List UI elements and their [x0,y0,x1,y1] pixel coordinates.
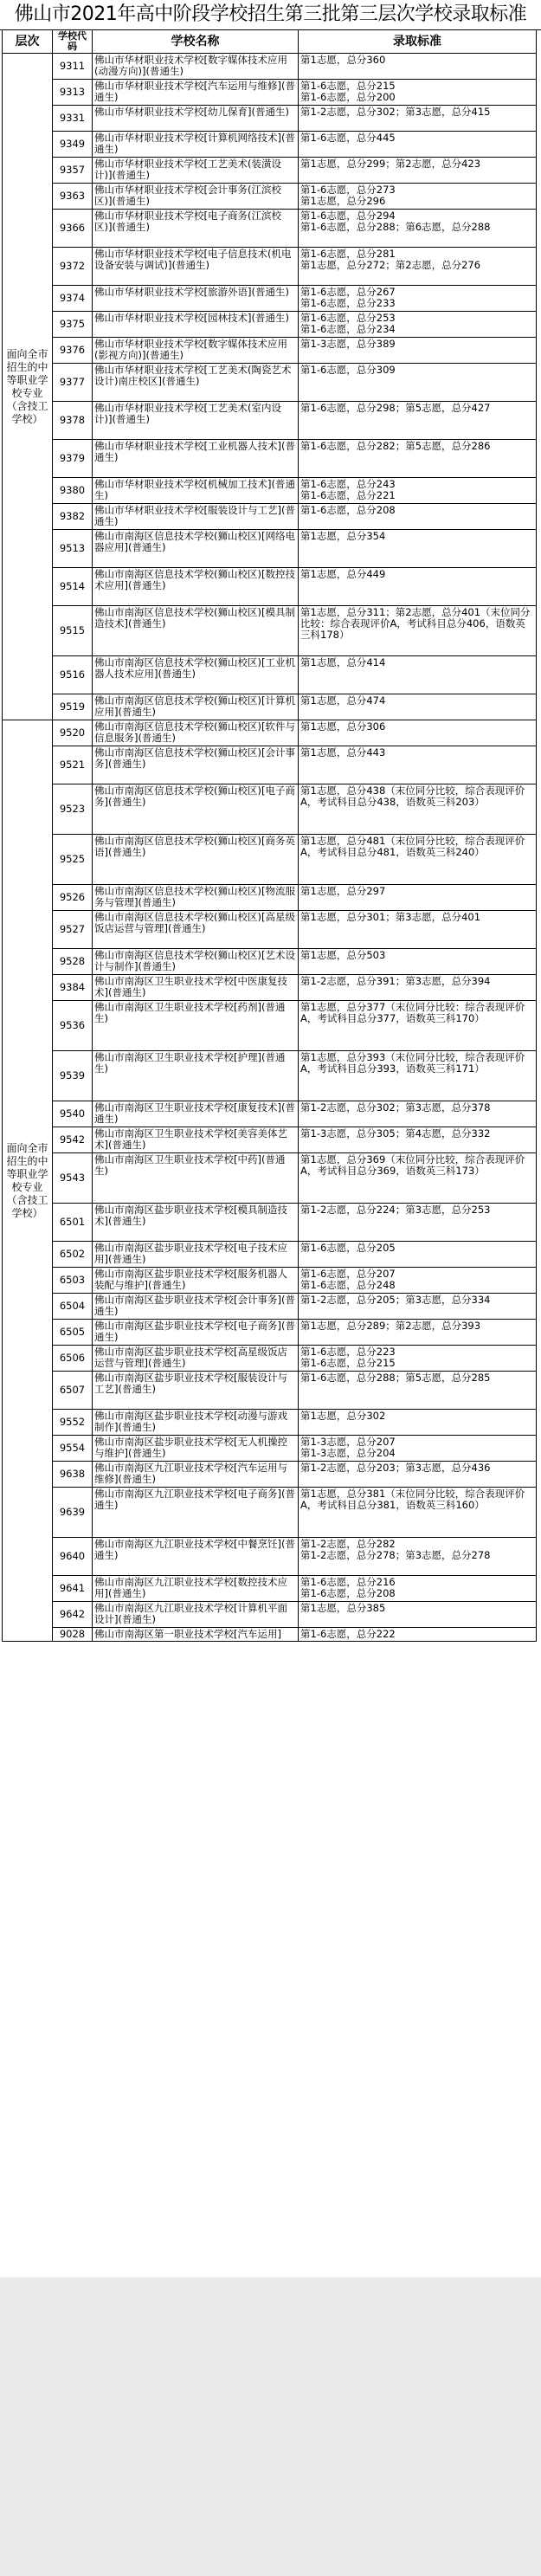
school-name-cell: 佛山市南海区卫生职业技术学校[中医康复技术](普通生) [93,975,299,1001]
table-row [3,54,537,80]
school-name-cell: 佛山市华材职业技术学校[会计事务(江滨校区)](普通生) [93,184,299,210]
school-name-cell: 佛山市华材职业技术学校[服装设计与工艺](普通生) [93,504,299,530]
table-row [3,106,537,132]
school-code-cell: 9523 [53,784,93,835]
school-name-cell: 佛山市南海区信息技术学校(狮山校区)[数控技术应用](普通生) [93,568,299,606]
table-header-row [3,30,537,54]
school-name-cell: 佛山市南海区信息技术学校(狮山校区)[物流服务与管理](普通生) [93,885,299,911]
school-code-cell: 9515 [53,606,93,656]
admission-standard-cell: 第1-6志愿，总分223 第1-6志愿，总分215 [299,1346,537,1372]
admission-standard-cell: 第1-2志愿，总分224；第3志愿，总分253 [299,1204,537,1242]
school-name-cell: 佛山市南海区盐步职业技术学校[服务机器人装配与维护](普通生) [93,1268,299,1294]
table-row [3,746,537,784]
admission-standard-cell: 第1-2志愿，总分302；第3志愿，总分378 [299,1101,537,1127]
school-name-cell: 佛山市南海区盐步职业技术学校[无人机操控与维护](普通生) [93,1436,299,1462]
table-row [3,1346,537,1372]
school-code-cell: 6502 [53,1242,93,1268]
table-row [3,1242,537,1268]
admission-standard-cell: 第1-6志愿，总分309 [299,364,537,402]
school-code-cell: 9384 [53,975,93,1001]
table-row [3,158,537,184]
table-row [3,1538,537,1576]
school-name-cell: 佛山市华材职业技术学校[园林技术](普通生) [93,312,299,338]
table-row [3,184,537,210]
admission-standard-cell: 第1-6志愿，总分215 第1-6志愿，总分200 [299,80,537,106]
admission-standard-cell: 第1-3志愿，总分305；第4志愿，总分332 [299,1127,537,1153]
table-row [3,694,537,720]
admission-standard-cell: 第1-6志愿，总分294 第1-6志愿，总分288；第6志愿，总分288 [299,210,537,248]
school-code-cell: 9313 [53,80,93,106]
table-row [3,312,537,338]
school-name-cell: 佛山市南海区信息技术学校(狮山校区)[电子商务](普通生) [93,784,299,835]
admission-standard-cell: 第1志愿，总分301；第3志愿，总分401 [299,911,537,949]
school-name-cell: 佛山市南海区盐步职业技术学校[高星级饭店运营与管理](普通生) [93,1346,299,1372]
school-name-cell: 佛山市华材职业技术学校[工业机器人技术](普通生) [93,440,299,478]
school-code-cell: 9525 [53,835,93,885]
table-row [3,364,537,402]
admission-standard-cell: 第1志愿，总分354 [299,530,537,568]
school-code-cell: 9374 [53,286,93,312]
admission-standard-cell: 第1-6志愿，总分273 第1志愿，总分296 [299,184,537,210]
table-row [3,1294,537,1320]
table-row [3,1127,537,1153]
school-code-cell: 9372 [53,248,93,286]
school-code-cell: 6503 [53,1268,93,1294]
school-name-cell: 佛山市华材职业技术学校[电子商务(江滨校区)](普通生) [93,210,299,248]
table-row [3,1051,537,1101]
school-name-cell: 佛山市南海区信息技术学校(狮山校区)[商务英语](普通生) [93,835,299,885]
school-name-cell: 佛山市华材职业技术学校[工艺美术(陶瓷艺术设计)南庄校区](普通生) [93,364,299,402]
admission-standard-cell: 第1-6志愿，总分288；第5志愿，总分285 [299,1372,537,1410]
table-row [3,975,537,1001]
school-code-cell: 9331 [53,106,93,132]
admission-standard-cell: 第1志愿，总分385 [299,1602,537,1628]
table-row [3,1462,537,1488]
table-row [3,656,537,694]
table-row [3,478,537,504]
school-code-cell: 9543 [53,1153,93,1204]
admission-standard-cell: 第1-2志愿，总分391；第3志愿，总分394 [299,975,537,1001]
school-code-cell: 9527 [53,911,93,949]
school-code-cell: 9375 [53,312,93,338]
school-name-cell: 佛山市南海区盐步职业技术学校[模具制造技术](普通生) [93,1204,299,1242]
table-row [3,1204,537,1242]
table-row [3,784,537,835]
school-name-cell: 佛山市华材职业技术学校[数字媒体技术应用(动漫方向)](普通生) [93,54,299,80]
admission-standard-cell: 第1志愿，总分360 [299,54,537,80]
school-code-cell: 9357 [53,158,93,184]
school-name-cell: 佛山市南海区盐步职业技术学校[电子商务](普通生) [93,1320,299,1346]
table-row [3,248,537,286]
school-code-cell: 9378 [53,402,93,440]
school-name-cell: 佛山市华材职业技术学校[工艺美术(室内设计)](普通生) [93,402,299,440]
level-cell: 面向全市招生的中等职业学校专业（含技工学校） [3,720,53,1642]
school-name-cell: 佛山市南海区信息技术学校(狮山校区)[计算机应用](普通生) [93,694,299,720]
school-name-cell: 佛山市南海区盐步职业技术学校[动漫与游戏制作](普通生) [93,1410,299,1436]
admission-standard-cell: 第1-3志愿，总分207 第1-3志愿，总分204 [299,1436,537,1462]
table-row [3,911,537,949]
school-code-cell: 9514 [53,568,93,606]
school-code-cell: 9638 [53,1462,93,1488]
admission-standard-cell: 第1-6志愿，总分267 第1-6志愿，总分233 [299,286,537,312]
school-code-cell: 9536 [53,1001,93,1051]
admission-standard-cell: 第1-6志愿，总分243 第1-6志愿，总分221 [299,478,537,504]
header-code: 学校代码 [53,30,93,54]
school-name-cell: 佛山市南海区信息技术学校(狮山校区)[高星级饭店运营与管理](普通生) [93,911,299,949]
school-code-cell: 9521 [53,746,93,784]
school-name-cell: 佛山市南海区九江职业技术学校[数控技术应用](普通生) [93,1576,299,1602]
school-name-cell: 佛山市华材职业技术学校[机械加工技术](普通生) [93,478,299,504]
table-row [3,1488,537,1538]
school-code-cell: 9363 [53,184,93,210]
table-row [3,885,537,911]
school-name-cell: 佛山市南海区卫生职业技术学校[药剂](普通生) [93,1001,299,1051]
admission-standard-cell: 第1-6志愿，总分222 [299,1628,537,1642]
school-name-cell: 佛山市南海区盐步职业技术学校[电子技术应用](普通生) [93,1242,299,1268]
school-code-cell: 9382 [53,504,93,530]
school-name-cell: 佛山市华材职业技术学校[电子信息技术(机电设备安装与调试)](普通生) [93,248,299,286]
school-name-cell: 佛山市华材职业技术学校[旅游外语](普通生) [93,286,299,312]
admission-standard-cell: 第1志愿，总分299；第2志愿，总分423 [299,158,537,184]
admission-standard-cell: 第1志愿，总分381（末位同分比较，综合表现评价A，考试科目总分381，语数英三科160） [299,1488,537,1538]
school-code-cell: 9349 [53,132,93,158]
header-level: 层次 [3,30,53,54]
school-code-cell: 6501 [53,1204,93,1242]
admission-standard-cell: 第1-3志愿，总分389 [299,338,537,364]
school-name-cell: 佛山市华材职业技术学校[工艺美术(装潢设计)](普通生) [93,158,299,184]
school-name-cell: 佛山市华材职业技术学校[幼儿保育](普通生) [93,106,299,132]
school-code-cell: 6506 [53,1346,93,1372]
admission-standard-cell: 第1志愿，总分481（末位同分比较，综合表现评价A，考试科目总分481，语数英三科240） [299,835,537,885]
admission-standard-cell: 第1-2志愿，总分282 第1-2志愿，总分278；第3志愿，总分278 [299,1538,537,1576]
school-name-cell: 佛山市南海区卫生职业技术学校[美容美体艺术](普通生) [93,1127,299,1153]
level-cell: 面向全市招生的中等职业学校专业（含技工学校） [3,54,53,720]
admission-standard-cell: 第1-6志愿，总分298；第5志愿，总分427 [299,402,537,440]
school-name-cell: 佛山市华材职业技术学校[计算机网络技术](普通生) [93,132,299,158]
school-code-cell: 9640 [53,1538,93,1576]
school-code-cell: 9526 [53,885,93,911]
table-row [3,504,537,530]
admission-standard-cell: 第1-6志愿，总分281 第1志愿，总分272；第2志愿，总分276 [299,248,537,286]
table-row [3,606,537,656]
table-row [3,1628,537,1642]
table-row [3,132,537,158]
admission-standard-cell: 第1-6志愿，总分282；第5志愿，总分286 [299,440,537,478]
admission-standard-cell: 第1-6志愿，总分208 [299,504,537,530]
table-row [3,530,537,568]
school-code-cell: 9519 [53,694,93,720]
table-row [3,1320,537,1346]
school-code-cell: 9513 [53,530,93,568]
table-row [3,210,537,248]
admission-table [2,29,537,1642]
admission-standard-cell: 第1志愿，总分369（末位同分比较，综合表现评价A，考试科目总分369，语数英三科173） [299,1153,537,1204]
admission-standard-cell: 第1志愿，总分297 [299,885,537,911]
admission-standard-cell: 第1志愿，总分474 [299,694,537,720]
school-name-cell: 佛山市南海区九江职业技术学校[计算机平面设计](普通生) [93,1602,299,1628]
school-code-cell: 9379 [53,440,93,478]
header-name: 学校名称 [93,30,299,54]
admission-standard-cell: 第1-6志愿，总分216 第1-6志愿，总分208 [299,1576,537,1602]
school-code-cell: 9639 [53,1488,93,1538]
admission-standard-cell: 第1-6志愿，总分445 [299,132,537,158]
table-row [3,1436,537,1462]
school-code-cell: 9377 [53,364,93,402]
admission-standard-cell: 第1志愿，总分503 [299,949,537,975]
school-name-cell: 佛山市南海区盐步职业技术学校[会计事务](普通生) [93,1294,299,1320]
admission-standard-cell: 第1志愿，总分438（末位同分比较，综合表现评价A，考试科目总分438，语数英三科203） [299,784,537,835]
school-code-cell: 9366 [53,210,93,248]
table-row [3,1101,537,1127]
table-row [3,835,537,885]
admission-standard-cell: 第1-6志愿，总分253 第1-6志愿，总分234 [299,312,537,338]
school-code-cell: 9539 [53,1051,93,1101]
admission-standard-cell: 第1志愿，总分306 [299,720,537,746]
table-row [3,1410,537,1436]
school-code-cell: 9540 [53,1101,93,1127]
admission-standard-cell: 第1-2志愿，总分302；第3志愿，总分415 [299,106,537,132]
table-row [3,1153,537,1204]
table-row [3,402,537,440]
school-name-cell: 佛山市南海区信息技术学校(狮山校区)[软件与信息服务](普通生) [93,720,299,746]
school-name-cell: 佛山市南海区卫生职业技术学校[康复技术](普通生) [93,1101,299,1127]
table-row [3,1602,537,1628]
school-code-cell: 9376 [53,338,93,364]
school-name-cell: 佛山市南海区九江职业技术学校[中餐烹饪](普通生) [93,1538,299,1576]
school-code-cell: 9516 [53,656,93,694]
admission-standard-cell: 第1-6志愿，总分205 [299,1242,537,1268]
school-name-cell: 佛山市南海区信息技术学校(狮山校区)[网络电器应用](普通生) [93,530,299,568]
school-code-cell: 9554 [53,1436,93,1462]
table-row [3,80,537,106]
school-code-cell: 9311 [53,54,93,80]
school-code-cell: 9642 [53,1602,93,1628]
school-code-cell: 6507 [53,1372,93,1410]
table-row [3,1372,537,1410]
admission-standard-cell: 第1-2志愿，总分205；第3志愿，总分334 [299,1294,537,1320]
school-name-cell: 佛山市南海区信息技术学校(狮山校区)[艺术设计与制作](普通生) [93,949,299,975]
table-row [3,949,537,975]
school-code-cell: 6505 [53,1320,93,1346]
school-name-cell: 佛山市南海区信息技术学校(狮山校区)[工业机器人技术应用](普通生) [93,656,299,694]
school-name-cell: 佛山市南海区信息技术学校(狮山校区)[模具制造技术](普通生) [93,606,299,656]
admission-standard-cell: 第1志愿，总分311；第2志愿，总分401（末位同分比较：综合表现评价A，考试科目总分406，语数英三科178） [299,606,537,656]
table-row [3,720,537,746]
admission-standard-cell: 第1志愿，总分414 [299,656,537,694]
school-name-cell: 佛山市南海区信息技术学校(狮山校区)[会计事务](普通生) [93,746,299,784]
table-body [3,54,537,1642]
table-row [3,1001,537,1051]
school-name-cell: 佛山市南海区卫生职业技术学校[护理](普通生) [93,1051,299,1101]
school-name-cell: 佛山市华材职业技术学校[数字媒体技术应用(影视方向)](普通生) [93,338,299,364]
table-row [3,568,537,606]
school-code-cell: 9380 [53,478,93,504]
page-bottom-background [0,2277,541,2576]
school-name-cell: 佛山市南海区盐步职业技术学校[服装设计与工艺](普通生) [93,1372,299,1410]
school-code-cell: 9542 [53,1127,93,1153]
school-code-cell: 9641 [53,1576,93,1602]
school-name-cell: 佛山市南海区九江职业技术学校[汽车运用与维修](普通生) [93,1462,299,1488]
table-row [3,1576,537,1602]
school-name-cell: 佛山市南海区九江职业技术学校[电子商务](普通生) [93,1488,299,1538]
school-code-cell: 9520 [53,720,93,746]
school-code-cell: 6504 [53,1294,93,1320]
school-code-cell: 9552 [53,1410,93,1436]
header-standard: 录取标准 [299,30,537,54]
table-row [3,286,537,312]
school-name-cell: 佛山市南海区卫生职业技术学校[中药](普通生) [93,1153,299,1204]
admission-standard-cell: 第1志愿，总分289；第2志愿，总分393 [299,1320,537,1346]
admission-standard-cell: 第1志愿，总分377（末位同分比较：综合表现评价A，考试科目总分377，语数英三科170） [299,1001,537,1051]
school-code-cell: 9528 [53,949,93,975]
admission-standard-cell: 第1志愿，总分449 [299,568,537,606]
table-row [3,1268,537,1294]
admission-standard-cell: 第1志愿，总分443 [299,746,537,784]
table-row [3,440,537,478]
admission-standard-cell: 第1志愿，总分393（末位同分比较，综合表现评价A，考试科目总分393，语数英三科171） [299,1051,537,1101]
admission-standard-cell: 第1志愿，总分302 [299,1410,537,1436]
school-code-cell: 9028 [53,1628,93,1642]
admission-standard-cell: 第1-6志愿，总分207 第1-6志愿，总分248 [299,1268,537,1294]
school-name-cell: 佛山市南海区第一职业技术学校[汽车运用] [93,1628,299,1642]
table-row [3,338,537,364]
school-name-cell: 佛山市华材职业技术学校[汽车运用与维修](普通生) [93,80,299,106]
admission-standard-cell: 第1-2志愿，总分203；第3志愿，总分436 [299,1462,537,1488]
page-title: 佛山市2021年高中阶段学校招生第三批第三层次学校录取标准 [0,0,541,30]
